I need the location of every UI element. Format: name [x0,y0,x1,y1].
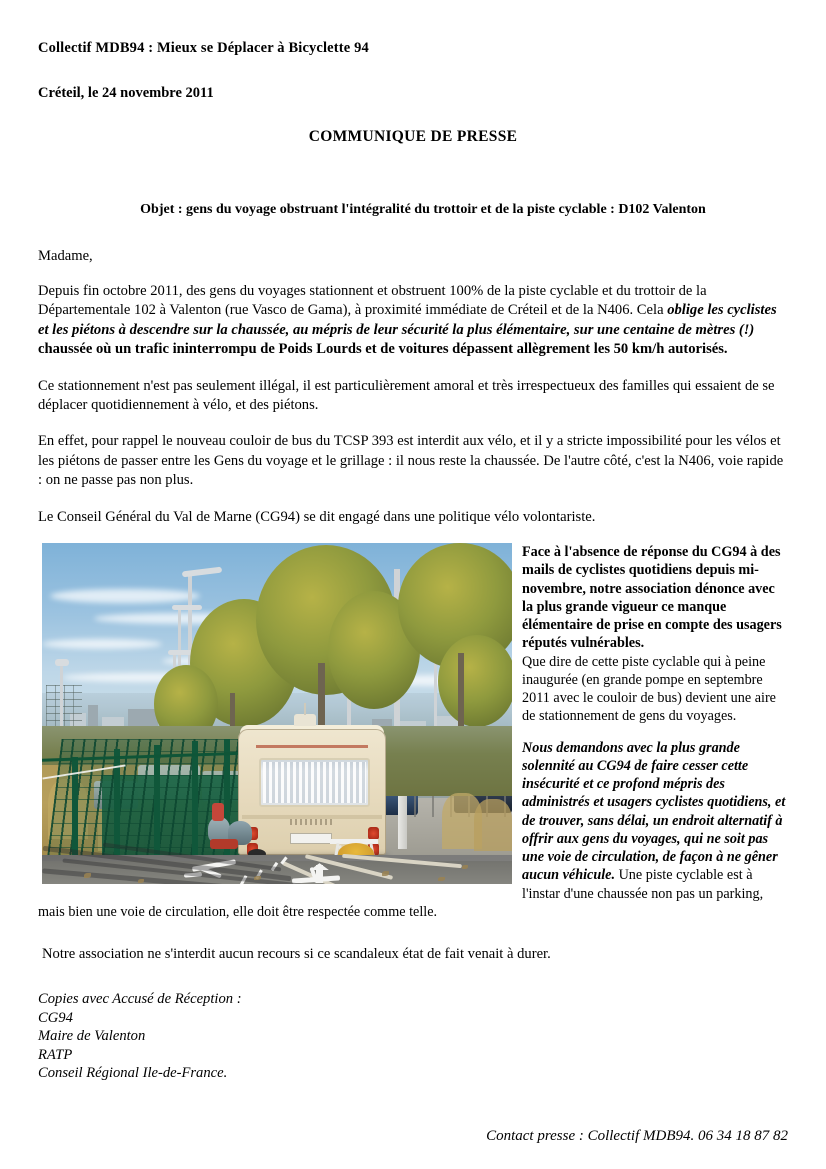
wrapped-bold-italic-text: Nous demandons avec la plus grande solennité au CG94 de faire cesser cette insécurité et ce profond mépris des administrés et usagers cyclistes quotidiens, et de trouver, sans délai, un endroit alternatif à offrir aux gens du voyages, qui ne soit pas une voie de circulation, de façon à ne gêner aucun véhicule. [522,739,786,884]
salutation: Madame, [38,248,93,264]
lamp-head-icon [172,605,202,610]
paragraph-3: En effet, pour rappel le nouveau couloir de bus du TCSP 393 est interdit aux vélo, et il y a stricte impossibilité pour les vélos et les piétons de passer entre les Gens du voyage et le grillage : il nous reste la chaussée. De l'autre côté, c'est la N406, voie rapide : on ne passe pas non plus. [38,433,784,489]
cloud-icon [42,639,162,649]
notice-paragraph: Notre association ne s'interdit aucun recours si ce scandaleux état de fait venait à durer. [42,946,551,963]
tree-icon [438,635,512,727]
caravan-top-stripe [256,745,368,748]
red-object [212,803,224,821]
caravan-badge [290,819,334,825]
wrapped-bold-paragraph: Face à l'absence de réponse du CG94 à des mails de cyclistes quotidiens depuis mi-novembre, notre association dénonce avec la plus grande vigueur ce manque élémentaire de prise en compte des usagers réputés vulnérables. [522,544,782,652]
copies-item: CG94 [38,1009,73,1026]
copies-item: Maire de Valenton [38,1028,146,1045]
photo-caravan-on-bike-path [42,543,512,884]
photo-and-wrapped-text [38,543,788,921]
lamp-head-icon [55,659,69,666]
letterhead: Collectif MDB94 : Mieux se Déplacer à Bicyclette 94 [38,40,369,56]
cloud-icon [50,589,200,603]
dateline: Créteil, le 24 novembre 2011 [38,85,214,101]
red-object [210,839,238,849]
paragraph-4: Le Conseil Général du Val de Marne (CG94) se dit engagé dans une politique vélo volontariste. [38,508,596,525]
paragraph-1 [38,282,788,360]
wrapped-normal-paragraph: Que dire de cette piste cyclable qui à peine inaugurée (en grande pompe en septembre 2011 avec le couloir de bus) devient une aire de stationnement de gens du voyages. [522,653,776,725]
licence-plate [290,833,332,844]
roof-antenna [304,703,306,715]
grass-tuft [474,799,512,851]
lamp-head-icon [168,650,192,655]
roof-vent [294,714,316,726]
paragraph-1-bold: chaussée où un trafic ininterrompu de Poids Lourds et de voitures dépassent allègrement les 50 km/h autorisés. [38,341,728,358]
fence-post [192,741,198,865]
paragraph-2: Ce stationnement n'est pas seulement illégal, il est particulièrement amoral et très irrespectueux des familles qui essaient de se déplacer quotidiennement à vélo, et des piétons. [38,377,775,414]
wrapped-tail-text: Une piste cyclable est à l'instar d'une chaussée non pas un parking, mais bien une voie de circulation, elle doit être respectée comme telle. [38,867,764,920]
subject-line: Objet : gens du voyage obstruant l'intégralité du trottoir et de la piste cyclable : D102 Valenton [140,202,706,217]
copies-item: RATP [38,1046,73,1063]
page-title: COMMUNIQUE DE PRESSE [308,128,518,145]
paragraph-1-bold-italic: oblige les cyclistes et les piétons à descendre sur la chaussée, au mépris de leur sécurité la plus élémentaire, sur une centaine de mètres (!) [38,302,777,338]
contact-line: Contact presse : Collectif MDB94. 06 34 18 87 82 [486,1128,788,1144]
copies-block [38,990,788,1082]
paragraph-1-normal: Depuis fin octobre 2011, des gens du voyages stationnent et obstruent 100% de la piste cyclable et du trottoir de la Départementale 102 à Valenton (rue Vasco de Gama), à proximité immédiate de Créteil et de la N406. Cela [38,283,707,319]
copies-heading: Copies avec Accusé de Réception : [38,991,242,1008]
caravan-window [259,758,370,807]
copies-item: Conseil Régional Ile-de-France. [38,1064,228,1081]
